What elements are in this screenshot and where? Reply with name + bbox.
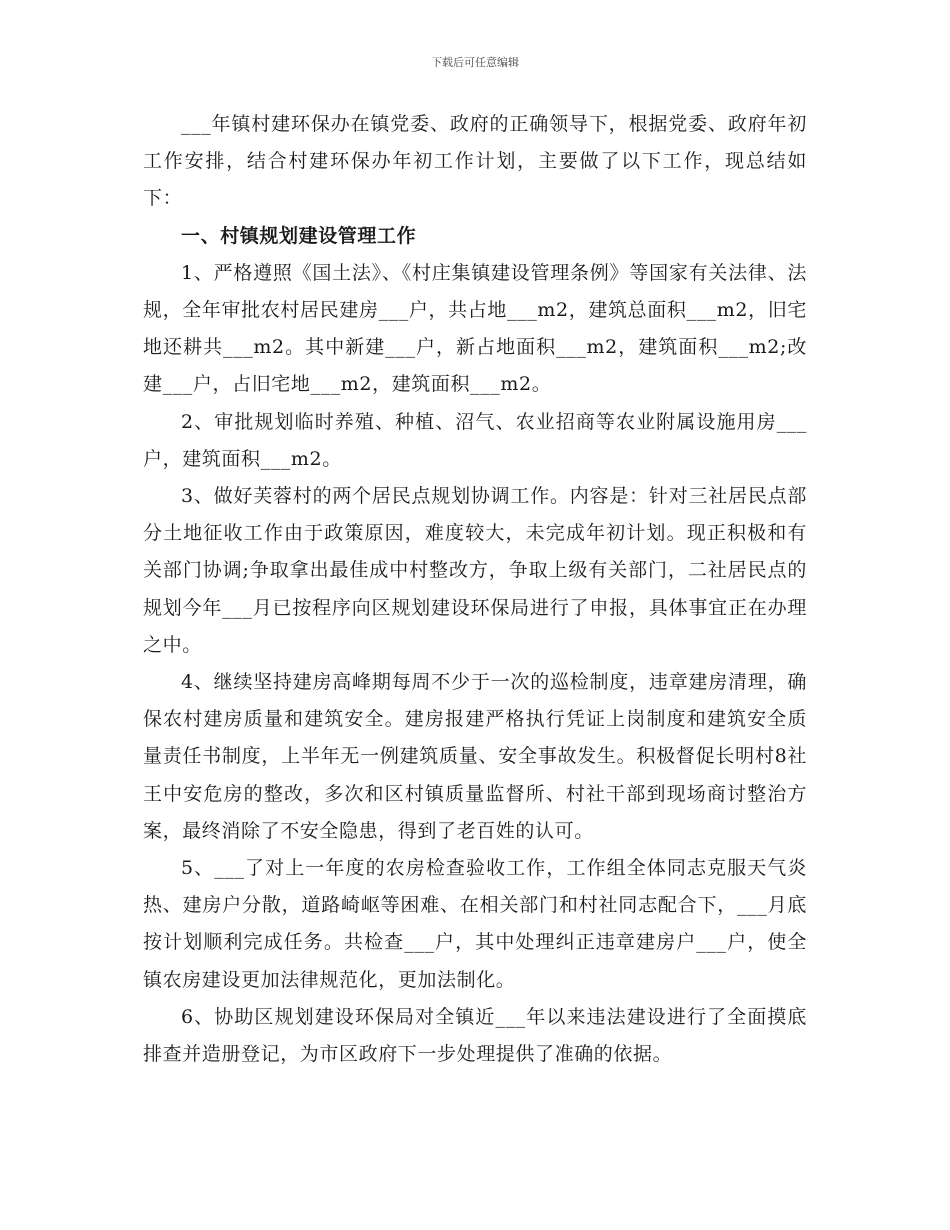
section-heading: 一、村镇规划建设管理工作 [181, 224, 417, 247]
paragraph-item-3: 3、做好芙蓉村的两个居民点规划协调工作。内容是：针对三社居民点部分土地征收工作由于政策原因，难度较大，未完成年初计划。现正积极和有关部门协调;争取拿出最佳成中村整改方，争取上级有关部门，二社居民点的规划今年___月已按程序向区规划建设环保局进行了申报，具体事宜正在办理之中。 [143, 485, 807, 656]
paragraph-item-5: 5、___了对上一年度的农房检查验收工作，工作组全体同志克服天气炎热、建房户分散，道路崎岖等困难、在相关部门和村社同志配合下，___月底按计划顺利完成任务。共检查___户，其中处理纠正违章建房户___户，使全镇农房建设更加法律规范化，更加法制化。 [143, 857, 807, 991]
paragraph-item-6: 6、协助区规划建设环保局对全镇近___年以来违法建设进行了全面摸底排查并造册登记，为市区政府下一步处理提供了准确的依据。 [143, 1005, 807, 1066]
intro-paragraph: ___年镇村建环保办在镇党委、政府的正确领导下，根据党委、政府年初工作安排，结合村建环保办年初工作计划，主要做了以下工作，现总结如下： [143, 113, 807, 210]
paragraph-item-4: 4、继续坚持建房高峰期每周不少于一次的巡检制度，违章建房清理，确保农村建房质量和建筑安全。建房报建严格执行凭证上岗制度和建筑安全质量责任书制度，上半年无一例建筑质量、安全事故发生。积极督促长明村8社王中安危房的整改，多次和区村镇质量监督所、村社干部到现场商讨整治方案，最终消除了不安全隐患，得到了老百姓的认可。 [143, 671, 807, 842]
page-header: 下载后可任意编辑 [431, 56, 519, 69]
paragraph-item-2: 2、审批规划临时养殖、种植、沼气、农业招商等农业附属设施用房___户，建筑面积___m2。 [143, 410, 807, 470]
document-body [143, 106, 807, 1073]
paragraph-item-1: 1、严格遵照《国土法》、《村庄集镇建设管理条例》等国家有关法律、法规，全年审批农村居民建房___户，共占地___m2，建筑总面积___m2，旧宅地还耕共___m2。其中新建___户，新占地面积___m2，建筑面积___m2;改建___户，占旧宅地___m2，建筑面积___m2。 [143, 261, 807, 396]
